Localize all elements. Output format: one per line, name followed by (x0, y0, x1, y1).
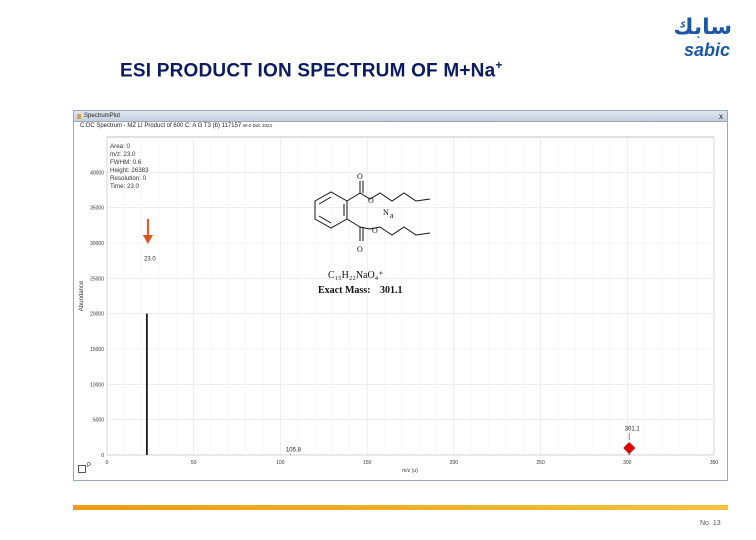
structure-formula: C₁₅H₂₂NaO₄⁺ (328, 270, 384, 281)
y-tick-label: 30000 (90, 241, 104, 247)
y-tick-label: 35000 (90, 205, 104, 212)
option-checkbox[interactable] (78, 465, 86, 473)
y-tick-label: 20000 (90, 311, 104, 318)
footer-accent-bar (73, 505, 728, 510)
info-line: FWHM: 0.6 (110, 159, 142, 166)
spectrum-window (73, 110, 728, 481)
peak-label: 23.0 (144, 256, 156, 263)
plot-area (107, 137, 714, 455)
sabic-logo (656, 12, 734, 60)
info-line: Area: 0 (110, 143, 130, 150)
info-line: m/z: 23.0 (110, 151, 136, 158)
window-title: SpectrumPlot (84, 113, 121, 119)
y-tick-label: 5000 (92, 417, 104, 424)
slide-title: ESI PRODUCT ION SPECTRUM OF M+Na+ (120, 58, 503, 82)
y-tick-label: 40000 (90, 170, 104, 177)
structure-atom-label: N (383, 208, 389, 217)
close-button[interactable]: x (719, 112, 723, 121)
y-tick-label: 10000 (90, 382, 104, 389)
structure-atom-label: O (372, 226, 378, 235)
x-tick-label: 250 (536, 460, 545, 466)
spectrum-subtitle: C:DC Spectrum - MZ LI Product of 600 C: A G T3 (b) 117157 W-Z-Ddc 2024 (80, 123, 273, 129)
x-tick-label: 350 (709, 460, 719, 466)
exact-mass-value: 301.1 (380, 285, 403, 296)
exact-mass-label: Exact Mass: (318, 285, 371, 296)
structure-atom-label: a (390, 211, 394, 220)
peak-label: 301.1 (624, 426, 640, 433)
logo-latin-text: sabic (683, 40, 730, 60)
info-line: Resolution: 0 (110, 175, 147, 182)
structure-atom-label: O (368, 196, 374, 205)
info-line: Height: 26383 (110, 167, 149, 174)
logo-arabic-text: سابك (673, 15, 732, 40)
page-number: No. 13 (700, 520, 721, 527)
structure-atom-label: O (357, 172, 363, 181)
option-checkbox-label: P (87, 463, 92, 469)
spectrum-plot (74, 111, 727, 480)
x-tick-label: 200 (449, 460, 459, 466)
info-line: Time: 23.0 (110, 183, 140, 190)
y-axis-title: Abundance (79, 280, 85, 312)
x-axis-title: m/z (u) (402, 468, 418, 474)
x-tick-label: 50 (190, 460, 197, 466)
y-tick-label: 0 (101, 453, 104, 459)
y-tick-label: 25000 (90, 276, 104, 283)
x-tick-label: 100 (276, 460, 285, 466)
x-tick-label: 0 (105, 460, 109, 466)
y-tick-label: 15000 (90, 347, 104, 353)
peak-label: 105.8 (285, 447, 301, 454)
x-tick-label: 300 (623, 460, 632, 466)
structure-atom-label: O (357, 245, 363, 254)
x-tick-label: 150 (362, 460, 372, 466)
